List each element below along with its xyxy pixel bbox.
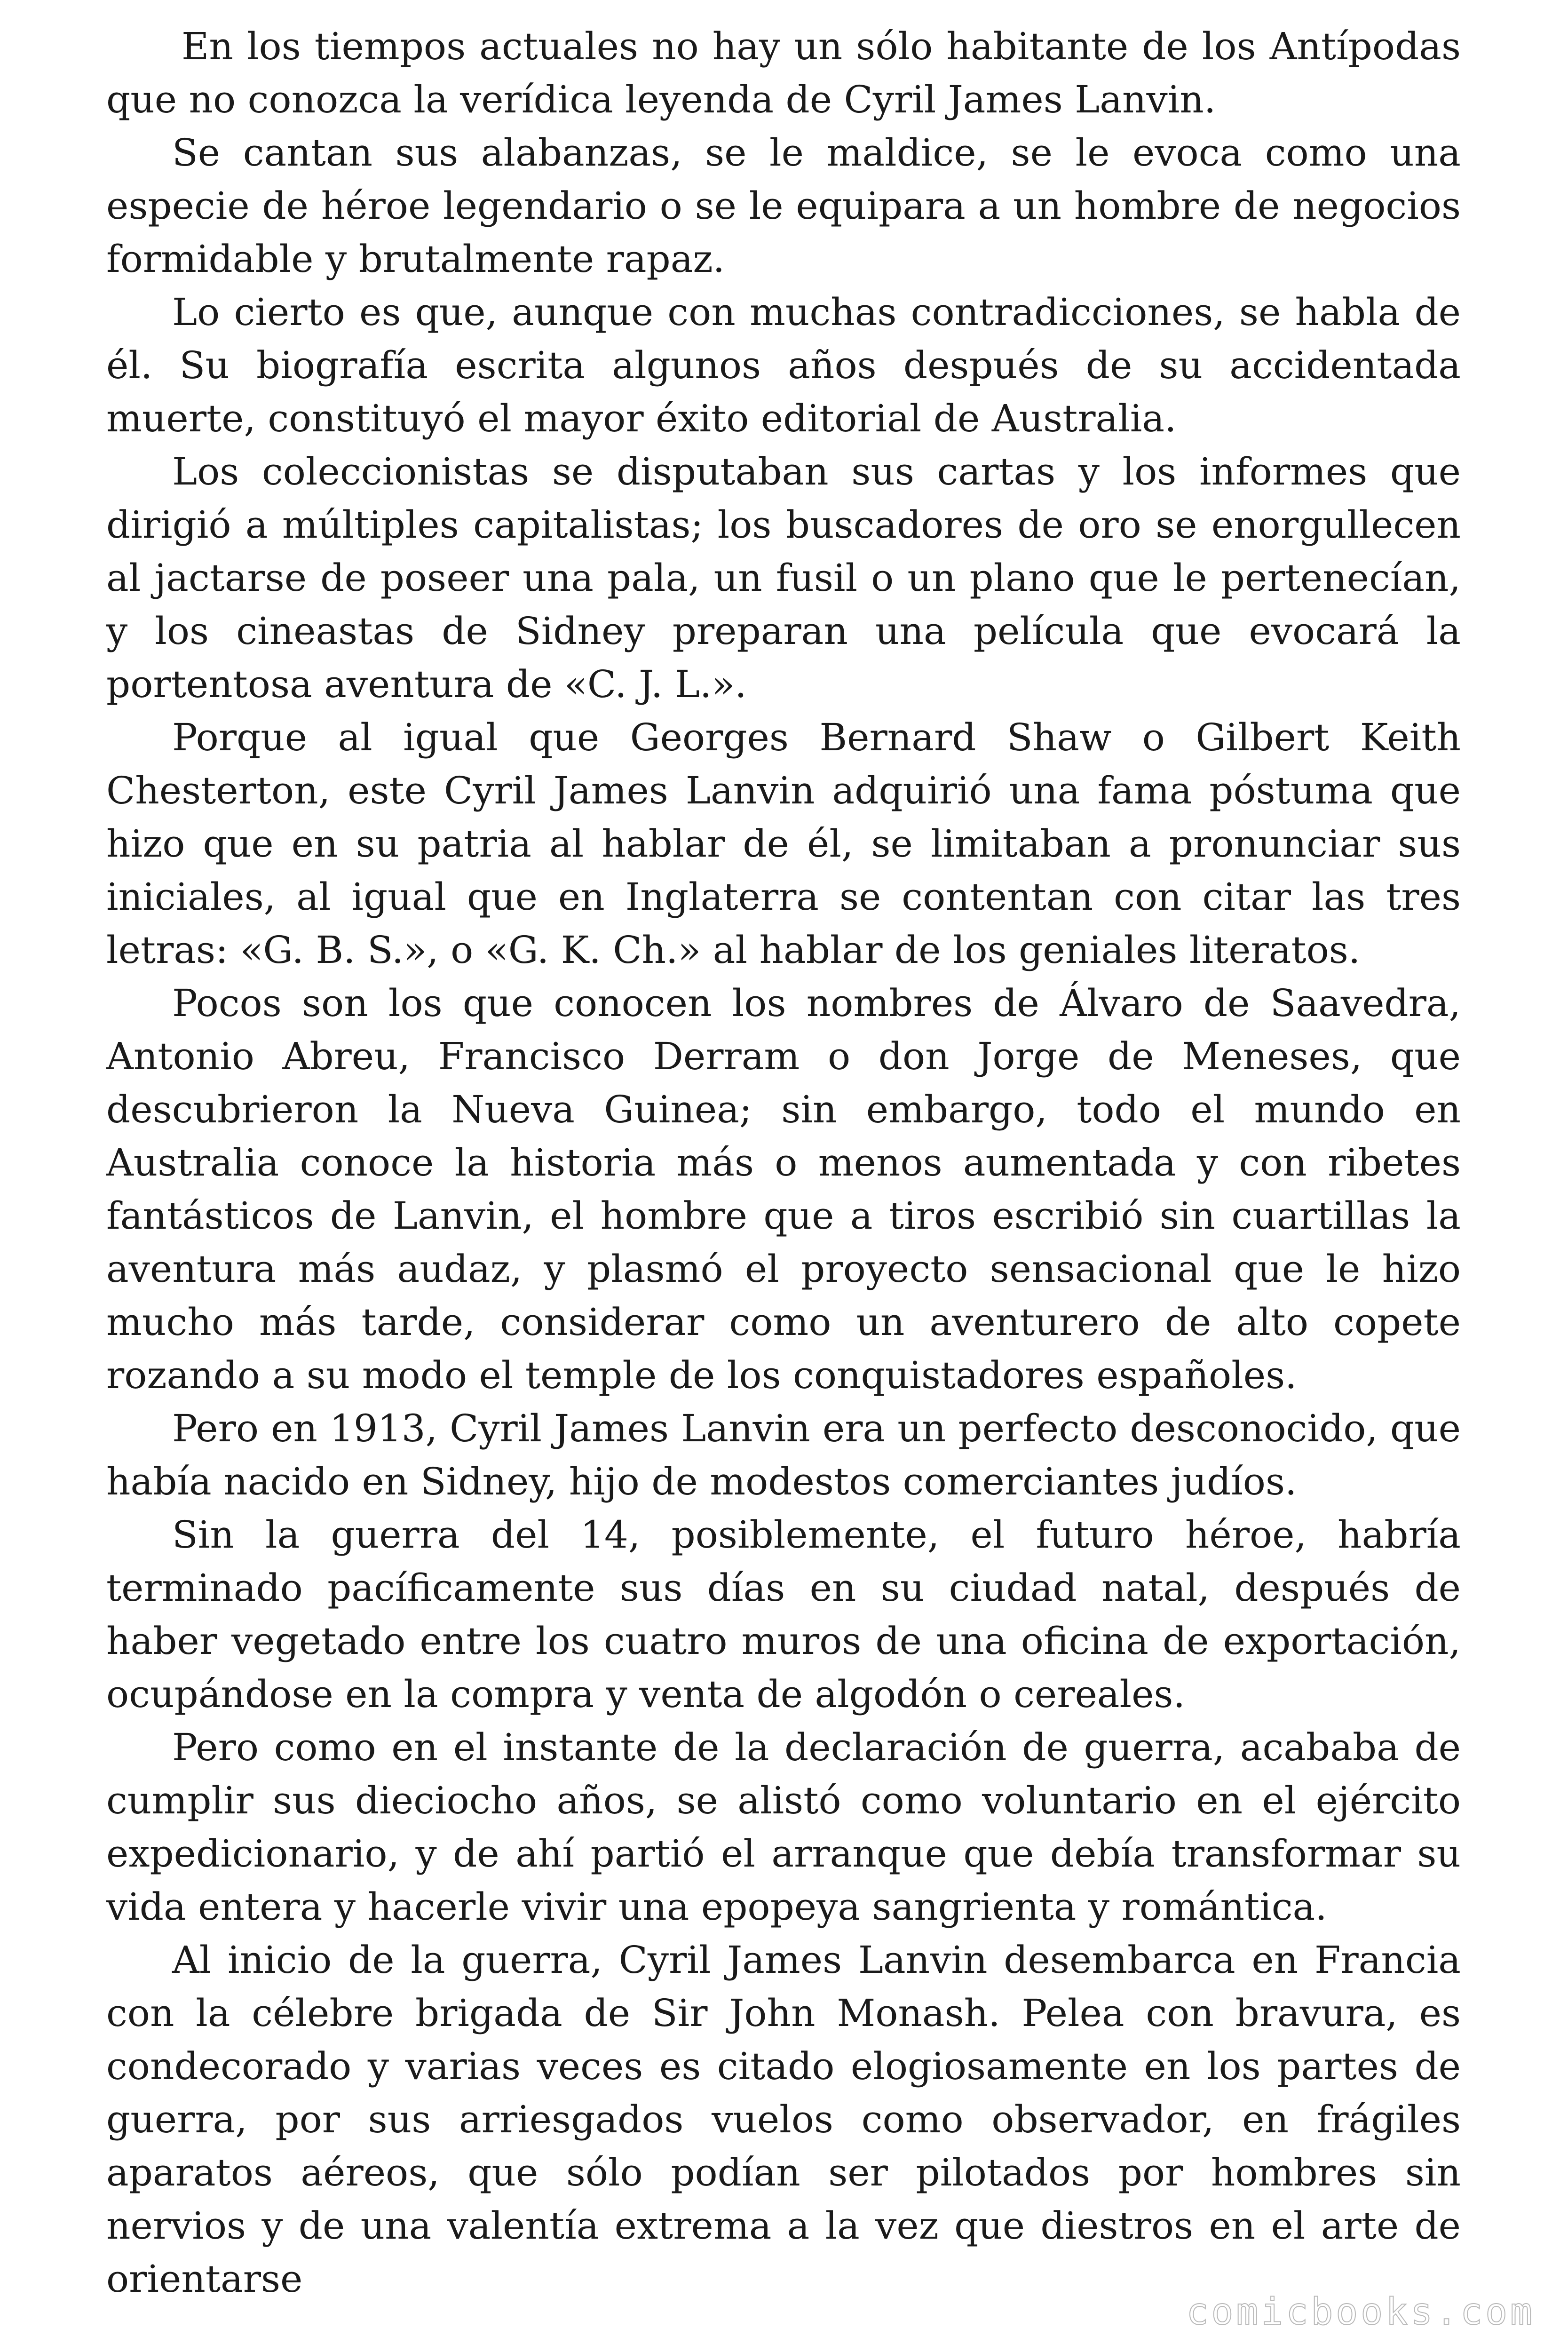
paragraph-5: Porque al igual que Georges Bernard Shaw o Gilbert Keith Chesterton, este Cyril James Lanvin adquirió una fama póstuma que hizo que en su patria al hablar de él, se limitaban a pronunciar sus iniciales, al igual que en Inglaterra se contentan con citar las tres letras: «G. B. S.», o «G. K. Ch.» al hablar de los geniales literatos.: [106, 715, 1461, 972]
paragraph-8: Sin la guerra del 14, posiblemente, el futuro héroe, habría terminado pacíficamente sus días en su ciudad natal, después de haber vegetado entre los cuatro muros de una oficina de exportación, ocupándose en la compra y venta de algodón o cereales.: [106, 1513, 1461, 1716]
paragraph-3: Lo cierto es que, aunque con muchas contradicciones, se habla de él. Su biografía escrita algunos años después de su accidentada muerte, constituyó el mayor éxito editorial de Australia.: [106, 290, 1461, 440]
watermark: comicbooks.com: [1186, 2291, 1535, 2333]
paragraph-4: Los coleccionistas se disputaban sus cartas y los informes que dirigió a múltiples capitalistas; los buscadores de oro se enorgullecen al jactarse de poseer una pala, un fusil o un plano que le pertenecían, y los cineastas de Sidney preparan una película que evocará la portentosa aventura de «C. J. L.».: [106, 450, 1461, 706]
paragraph-10: Al inicio de la guerra, Cyril James Lanvin desembarca en Francia con la célebre brigada de Sir John Monash. Pelea con bravura, es condecorado y varias veces es citado elogiosamente en los partes de guerra, por sus arriesgados vuelos como observador, en frágiles aparatos aéreos, que sólo podían ser pilotados por hombres sin nervios y de una valentía extrema a la vez que diestros en el arte de orientarse: [106, 1938, 1461, 2301]
paragraph-2: Se cantan sus alabanzas, se le maldice, se le evoca como una especie de héroe legendario o se le equipara a un hombre de negocios formidable y brutalmente rapaz.: [106, 131, 1461, 281]
paragraph-7: Pero en 1913, Cyril James Lanvin era un perfecto desconocido, que había nacido en Sidney, hijo de modestos comerciantes judíos.: [106, 1406, 1461, 1503]
paragraph-1: En los tiempos actuales no hay un sólo habitante de los Antípodas que no conozca la verídica leyenda de Cyril James Lanvin.: [106, 24, 1461, 121]
paragraph-6: Pocos son los que conocen los nombres de Álvaro de Saavedra, Antonio Abreu, Francisco Derram o don Jorge de Meneses, que descubrieron la Nueva Guinea; sin embargo, todo el mundo en Australia conoce la historia más o menos aumentada y con ribetes fantásticos de Lanvin, el hombre que a tiros escribió sin cuartillas la aventura más audaz, y plasmó el proyecto sensacional que le hizo mucho más tarde, considerar como un aventurero de alto copete rozando a su modo el temple de los conquistadores españoles.: [106, 981, 1461, 1397]
page-text: [106, 20, 1461, 2305]
paragraph-9: Pero como en el instante de la declaración de guerra, acababa de cumplir sus dieciocho años, se alistó como voluntario en el ejército expedicionario, y de ahí partió el arranque que debía transformar su vida entera y hacerle vivir una epopeya sangrienta y romántica.: [106, 1725, 1461, 1929]
